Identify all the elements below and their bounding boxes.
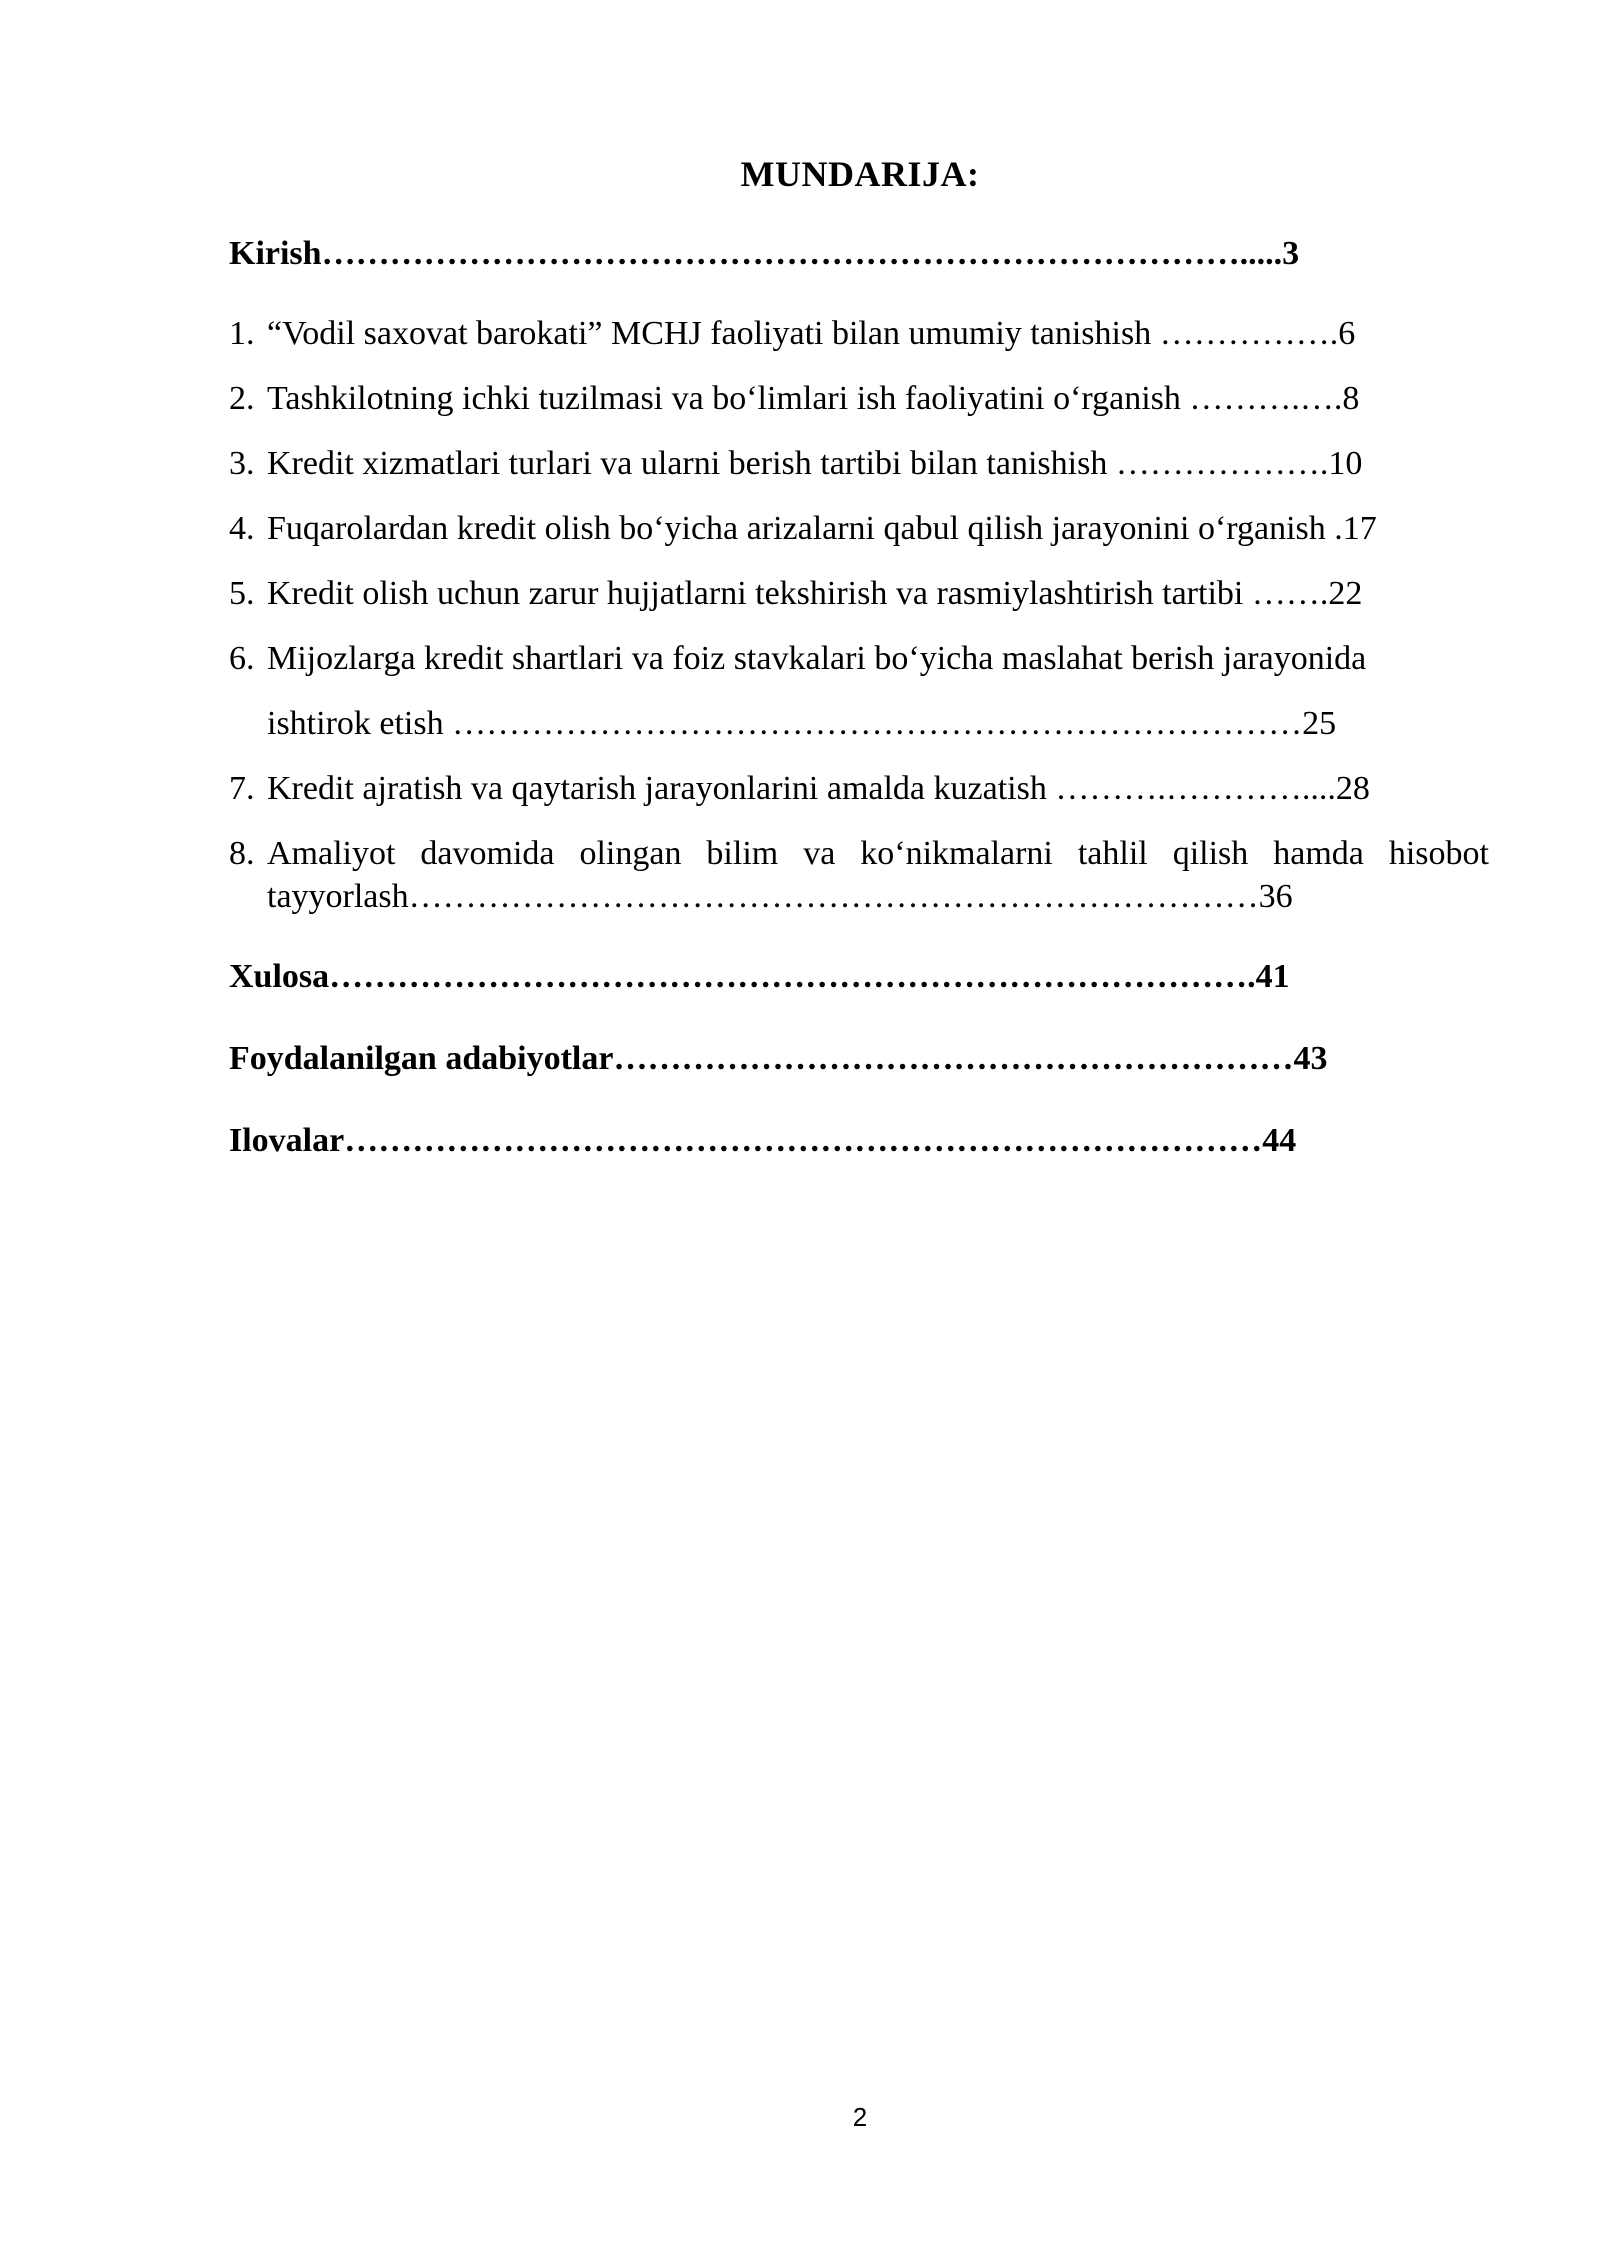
toc-entry-8[interactable] <box>229 834 1489 874</box>
toc-entry-adabiyotlar[interactable]: Foydalanilgan adabiyotlar……………………………………………………43 <box>229 1040 1328 1077</box>
toc-entry-number: 6. <box>229 640 255 677</box>
toc-entry-number: 5. <box>229 575 255 612</box>
toc-entry-kirish[interactable]: Kirish……………………………………………………………………….....3 <box>229 235 1300 272</box>
toc-entry-text: Kredit olish uchun zarur hujjatlarni tekshirish va rasmiylashtirish tartibi …….22 <box>267 575 1363 612</box>
toc-entry-3[interactable] <box>229 444 1489 484</box>
toc-entry-number: 7. <box>229 770 255 807</box>
toc-entry-6[interactable] <box>229 639 1489 679</box>
toc-entry-2[interactable] <box>229 379 1489 419</box>
toc-entry-7[interactable] <box>229 769 1489 809</box>
toc-entry-xulosa[interactable]: Xulosa……………………………………………………………………….41 <box>229 958 1290 995</box>
toc-entry-number: 8. <box>229 835 255 872</box>
toc-entry-1[interactable] <box>229 314 1489 354</box>
toc-entry-8-continuation[interactable]: tayyorlash…………………………………………………………………36 <box>267 878 1293 915</box>
toc-entry-text: Mijozlarga kredit shartlari va foiz stavkalari bo‘yicha maslahat berish jarayonida <box>267 640 1367 677</box>
toc-entry-5[interactable] <box>229 574 1489 614</box>
toc-title: MUNDARIJA: <box>740 154 980 194</box>
page-number: 2 <box>852 2102 868 2132</box>
toc-entry-text: Amaliyot davomida olingan bilim va ko‘nikmalarni tahlil qilish hamda hisobot <box>267 835 1489 872</box>
toc-entry-6-continuation[interactable]: ishtirok etish …………………………………………………………………25 <box>267 705 1337 742</box>
toc-entry-text: “Vodil saxovat barokati” MCHJ faoliyati bilan umumiy tanishish …………….6 <box>267 315 1356 352</box>
toc-entry-text: Tashkilotning ichki tuzilmasi va bo‘limlari ish faoliyatini o‘rganish ……….….8 <box>267 380 1360 417</box>
toc-entry-number: 4. <box>229 510 255 547</box>
toc-entry-text: Kredit xizmatlari turlari va ularni berish tartibi bilan tanishish ……………….10 <box>267 445 1363 482</box>
toc-entry-text: Fuqarolardan kredit olish bo‘yicha arizalarni qabul qilish jarayonini o‘rganish .17 <box>267 510 1377 547</box>
toc-entry-ilovalar[interactable]: Ilovalar………………………………………………………………………44 <box>229 1122 1297 1159</box>
toc-entry-number: 1. <box>229 315 255 352</box>
toc-entry-text: Kredit ajratish va qaytarish jarayonlarini amalda kuzatish ……….…………....28 <box>267 770 1370 807</box>
toc-entry-number: 2. <box>229 380 255 417</box>
toc-entry-number: 3. <box>229 445 255 482</box>
toc-entry-4[interactable] <box>229 509 1489 549</box>
